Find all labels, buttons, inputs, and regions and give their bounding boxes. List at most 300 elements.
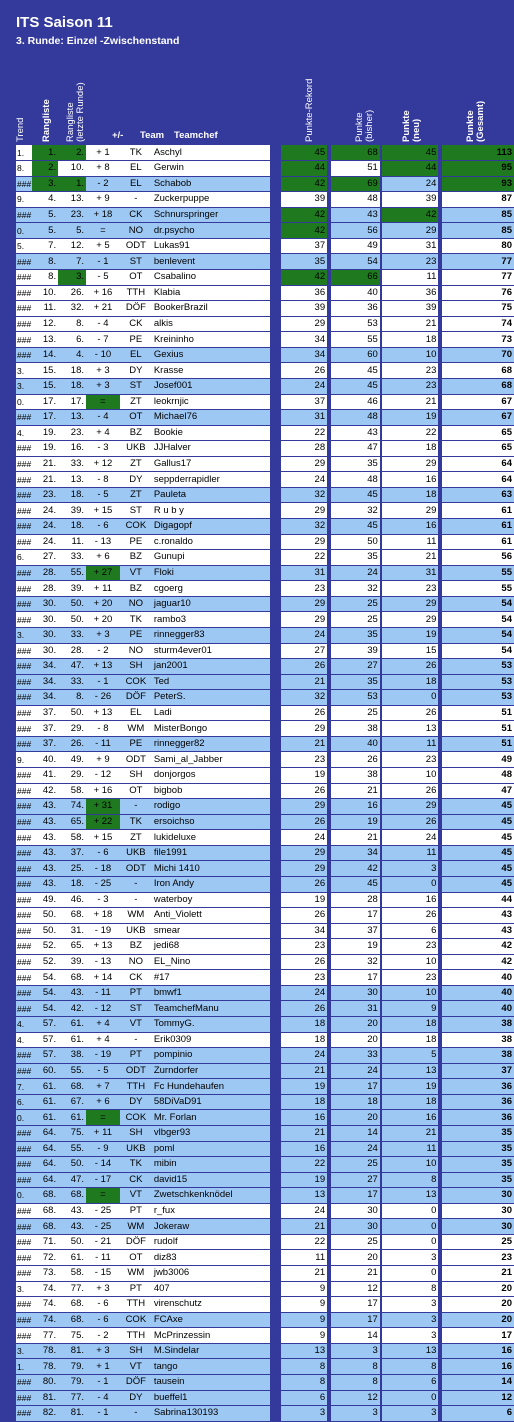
cell-rank: 71. [32,1234,58,1250]
cell-trend: 8. [16,161,32,177]
cell-rekord: 42 [281,270,327,286]
cell-rank: 30. [32,596,58,612]
cell-chef: c.ronaldo [152,534,270,550]
cell-total: 76 [442,285,514,301]
cell-bisher: 45 [331,378,380,394]
cell-chef: Zurndorfer [152,1063,270,1079]
column-gap [270,690,282,706]
table-row [16,1312,514,1328]
cell-team: ST [120,254,152,270]
cell-rank: 37. [32,736,58,752]
cell-last: 26. [58,285,86,301]
cell-rank: 78. [32,1343,58,1359]
table-row [16,643,514,659]
column-gap [270,876,282,892]
column-gap [270,1172,282,1188]
cell-rank: 27. [32,550,58,566]
cell-neu: 18 [382,1094,439,1110]
table-row [16,519,514,535]
cell-total: 54 [442,643,514,659]
cell-chef: Gallus17 [152,456,270,472]
header-teamchef: Teamchef [174,130,218,141]
cell-diff: + 21 [86,301,120,317]
table-row [16,581,514,597]
cell-trend: 1. [16,1359,32,1375]
cell-neu: 23 [382,581,439,597]
cell-rekord: 39 [281,192,327,208]
cell-neu: 42 [382,207,439,223]
cell-trend: ### [16,254,32,270]
cell-team: PT [120,1048,152,1064]
cell-team: SH [120,1125,152,1141]
cell-team: VT [120,1188,152,1204]
cell-diff: - 2 [86,176,120,192]
cell-total: 77 [442,254,514,270]
cell-rank: 15. [32,363,58,379]
cell-neu: 16 [382,892,439,908]
cell-neu: 10 [382,954,439,970]
cell-trend: ### [16,270,32,286]
cell-chef: Sami_al_Jabber [152,752,270,768]
cell-diff: - 25 [86,876,120,892]
cell-last: 68. [58,1297,86,1313]
cell-rekord: 32 [281,487,327,503]
cell-trend: 0. [16,1188,32,1204]
cell-trend: ### [16,1219,32,1235]
cell-diff: + 15 [86,830,120,846]
cell-neu: 18 [382,1032,439,1048]
column-gap [270,1094,282,1110]
cell-trend: ### [16,1125,32,1141]
cell-diff: + 7 [86,1079,120,1095]
cell-last: 79. [58,1374,86,1390]
cell-total: 55 [442,565,514,581]
column-gap [270,643,282,659]
cell-team: PE [120,534,152,550]
cell-last: 33. [58,550,86,566]
cell-bisher: 24 [331,1063,380,1079]
cell-diff: + 13 [86,659,120,675]
cell-chef: Fc Hundehaufen [152,1079,270,1095]
table-row [16,705,514,721]
cell-team: OT [120,1250,152,1266]
cell-diff: = [86,223,120,239]
cell-total: 113 [442,145,514,161]
table-row [16,347,514,363]
cell-last: 50. [58,1234,86,1250]
cell-bisher: 49 [331,238,380,254]
cell-rekord: 35 [281,254,327,270]
cell-chef: tausein [152,1374,270,1390]
cell-chef: Bookie [152,425,270,441]
cell-diff: + 22 [86,814,120,830]
cell-total: 20 [442,1312,514,1328]
cell-trend: ### [16,799,32,815]
cell-diff: - 6 [86,519,120,535]
cell-team: COK [120,1312,152,1328]
cell-neu: 11 [382,1141,439,1157]
cell-last: 77. [58,1390,86,1406]
header-punkte-gesamt-line2: (Gesamt) [475,100,486,142]
cell-chef: ersoichso [152,814,270,830]
cell-team: PT [120,985,152,1001]
cell-chef: Gerwin [152,161,270,177]
cell-neu: 3 [382,1297,439,1313]
cell-total: 74 [442,316,514,332]
cell-rekord: 44 [281,161,327,177]
cell-diff: - 1 [86,1406,120,1422]
cell-total: 12 [442,1390,514,1406]
cell-bisher: 56 [331,223,380,239]
cell-total: 61 [442,503,514,519]
cell-team: TTH [120,1079,152,1095]
cell-trend: 6. [16,1094,32,1110]
cell-neu: 31 [382,565,439,581]
cell-chef: rodigo [152,799,270,815]
cell-neu: 10 [382,347,439,363]
cell-bisher: 68 [331,145,380,161]
cell-diff: - 7 [86,332,120,348]
column-gap [270,1328,282,1344]
cell-chef: Floki [152,565,270,581]
cell-team: ODT [120,238,152,254]
cell-chef: bmwf1 [152,985,270,1001]
cell-trend: ### [16,1374,32,1390]
cell-bisher: 48 [331,410,380,426]
table-row [16,1250,514,1266]
cell-last: 43. [58,1203,86,1219]
column-gap [270,612,282,628]
cell-last: 16. [58,441,86,457]
cell-diff: - 6 [86,845,120,861]
cell-bisher: 34 [331,845,380,861]
cell-last: 8. [58,316,86,332]
cell-chef: david15 [152,1172,270,1188]
table-row [16,1079,514,1095]
cell-bisher: 17 [331,1297,380,1313]
cell-trend: ### [16,487,32,503]
table-row [16,1110,514,1126]
cell-chef: pompinio [152,1048,270,1064]
cell-neu: 26 [382,659,439,675]
cell-diff: + 6 [86,550,120,566]
column-gap [270,970,282,986]
cell-chef: M.Sindelar [152,1343,270,1359]
cell-trend: ### [16,1297,32,1313]
cell-rekord: 34 [281,923,327,939]
cell-chef: EL_Nino [152,954,270,970]
cell-chef: 407 [152,1281,270,1297]
cell-rank: 43. [32,799,58,815]
column-gap [270,861,282,877]
cell-chef: jwb3006 [152,1266,270,1282]
cell-chef: smear [152,923,270,939]
cell-rekord: 29 [281,503,327,519]
cell-diff: + 13 [86,939,120,955]
cell-diff: - 13 [86,954,120,970]
cell-last: 42. [58,1001,86,1017]
cell-neu: 0 [382,1234,439,1250]
cell-chef: r_fux [152,1203,270,1219]
cell-total: 38 [442,1048,514,1064]
cell-rank: 11. [32,301,58,317]
cell-team: CK [120,1172,152,1188]
cell-team: TK [120,814,152,830]
cell-rank: 34. [32,659,58,675]
cell-diff: + 4 [86,425,120,441]
cell-trend: ### [16,876,32,892]
cell-last: 18. [58,519,86,535]
column-gap [270,768,282,784]
cell-neu: 3 [382,1328,439,1344]
cell-diff: + 1 [86,1359,120,1375]
cell-team: ODT [120,861,152,877]
cell-diff: + 20 [86,596,120,612]
cell-chef: Aschyl [152,145,270,161]
cell-total: 38 [442,1032,514,1048]
cell-total: 93 [442,176,514,192]
cell-team: DÖF [120,690,152,706]
cell-bisher: 25 [331,1234,380,1250]
cell-rank: 30. [32,643,58,659]
column-gap [270,1017,282,1033]
table-row [16,970,514,986]
column-gap [270,721,282,737]
cell-trend: ### [16,1063,32,1079]
cell-chef: Lukas91 [152,238,270,254]
cell-total: 45 [442,814,514,830]
cell-diff: - 12 [86,1001,120,1017]
cell-rank: 77. [32,1328,58,1344]
cell-last: 17. [58,394,86,410]
cell-bisher: 53 [331,690,380,706]
cell-chef: #17 [152,970,270,986]
standings-table [16,145,514,1422]
cell-last: 58. [58,1266,86,1282]
table-row [16,565,514,581]
table-row [16,814,514,830]
cell-neu: 18 [382,332,439,348]
cell-rekord: 19 [281,1172,327,1188]
cell-bisher: 14 [331,1328,380,1344]
cell-bisher: 33 [331,1048,380,1064]
cell-total: 61 [442,534,514,550]
cell-neu: 29 [382,456,439,472]
cell-rank: 41. [32,768,58,784]
cell-bisher: 42 [331,861,380,877]
cell-neu: 23 [382,254,439,270]
cell-chef: Schnurspringer [152,207,270,223]
cell-rekord: 34 [281,332,327,348]
cell-neu: 23 [382,363,439,379]
cell-total: 20 [442,1281,514,1297]
header-rangliste-last [66,82,86,142]
cell-neu: 6 [382,1374,439,1390]
cell-trend: ### [16,814,32,830]
column-gap [270,550,282,566]
cell-total: 87 [442,192,514,208]
cell-total: 67 [442,394,514,410]
cell-total: 56 [442,550,514,566]
cell-diff: + 11 [86,581,120,597]
cell-total: 35 [442,1141,514,1157]
cell-last: 74. [58,799,86,815]
cell-rekord: 27 [281,643,327,659]
cell-diff: + 1 [86,145,120,161]
column-gap [270,627,282,643]
cell-rank: 68. [32,1203,58,1219]
cell-last: 29. [58,721,86,737]
header-rangliste: Rangliste [41,99,52,142]
cell-bisher: 27 [331,1172,380,1188]
cell-neu: 3 [382,1250,439,1266]
cell-total: 30 [442,1219,514,1235]
cell-diff: - 1 [86,674,120,690]
cell-last: 37. [58,845,86,861]
cell-total: 35 [442,1172,514,1188]
cell-bisher: 51 [331,161,380,177]
header-punkte-neu-line1: Punkte [401,110,412,142]
cell-total: 42 [442,939,514,955]
cell-neu: 9 [382,1001,439,1017]
cell-last: 29. [58,768,86,784]
table-row [16,145,514,161]
table-row [16,332,514,348]
cell-rekord: 18 [281,1017,327,1033]
cell-rekord: 26 [281,659,327,675]
cell-trend: 3. [16,378,32,394]
table-row [16,690,514,706]
column-gap [270,596,282,612]
header-punkte-gesamt [466,101,486,142]
cell-bisher: 36 [331,301,380,317]
cell-bisher: 24 [331,565,380,581]
table-row [16,503,514,519]
cell-trend: ### [16,690,32,706]
cell-trend: ### [16,1172,32,1188]
cell-rank: 5. [32,223,58,239]
cell-neu: 23 [382,939,439,955]
cell-team: ODT [120,1063,152,1079]
cell-total: 53 [442,659,514,675]
cell-diff: + 9 [86,752,120,768]
cell-rank: 17. [32,410,58,426]
cell-rekord: 29 [281,456,327,472]
column-gap [270,1250,282,1266]
cell-trend: ### [16,1250,32,1266]
cell-rekord: 29 [281,721,327,737]
table-row [16,1063,514,1079]
column-gap [270,565,282,581]
cell-rank: 10. [32,285,58,301]
cell-rekord: 23 [281,581,327,597]
cell-diff: + 18 [86,207,120,223]
cell-rekord: 23 [281,939,327,955]
cell-total: 51 [442,721,514,737]
cell-team: ODT [120,752,152,768]
cell-chef: Iron Andy [152,876,270,892]
column-gap [270,472,282,488]
column-gap [270,1266,282,1282]
cell-bisher: 39 [331,643,380,659]
table-row [16,1297,514,1313]
cell-bisher: 35 [331,456,380,472]
cell-diff: - 1 [86,1374,120,1390]
column-gap [270,1406,282,1422]
column-gap [270,892,282,908]
column-gap [270,674,282,690]
column-gap [270,145,282,161]
cell-trend: ### [16,1266,32,1282]
column-gap [270,192,282,208]
table-row [16,736,514,752]
cell-last: 1. [58,176,86,192]
cell-trend: ### [16,1234,32,1250]
cell-trend: ### [16,736,32,752]
cell-neu: 45 [382,145,439,161]
cell-rekord: 26 [281,954,327,970]
cell-chef: Schabob [152,176,270,192]
cell-total: 64 [442,472,514,488]
cell-last: 58. [58,783,86,799]
table-row [16,954,514,970]
cell-team: CK [120,207,152,223]
cell-total: 40 [442,1001,514,1017]
cell-rank: 49. [32,892,58,908]
cell-team: - [120,799,152,815]
cell-diff: - 4 [86,410,120,426]
cell-team: WM [120,908,152,924]
cell-chef: file1991 [152,845,270,861]
column-gap [270,270,282,286]
column-gap [270,487,282,503]
cell-team: DY [120,472,152,488]
cell-trend: ### [16,347,32,363]
cell-neu: 6 [382,923,439,939]
cell-diff: = [86,394,120,410]
cell-team: - [120,892,152,908]
cell-bisher: 47 [331,441,380,457]
table-row [16,830,514,846]
cell-last: 26. [58,736,86,752]
cell-neu: 26 [382,783,439,799]
cell-rank: 12. [32,316,58,332]
cell-neu: 44 [382,161,439,177]
cell-diff: + 20 [86,612,120,628]
cell-team: NO [120,223,152,239]
cell-trend: 1. [16,145,32,161]
cell-trend: ### [16,581,32,597]
standings-body [16,145,514,1421]
cell-diff: + 13 [86,705,120,721]
cell-last: 46. [58,892,86,908]
cell-last: 58. [58,830,86,846]
cell-rank: 52. [32,939,58,955]
cell-rank: 4. [32,192,58,208]
cell-neu: 11 [382,845,439,861]
cell-team: TK [120,145,152,161]
cell-total: 23 [442,1250,514,1266]
cell-rekord: 11 [281,1250,327,1266]
cell-rank: 54. [32,985,58,1001]
cell-chef: Krasse [152,363,270,379]
column-gap [270,581,282,597]
cell-rank: 64. [32,1125,58,1141]
cell-bisher: 17 [331,1188,380,1204]
cell-team: BZ [120,939,152,955]
cell-chef: PeterS. [152,690,270,706]
cell-diff: - 11 [86,985,120,1001]
